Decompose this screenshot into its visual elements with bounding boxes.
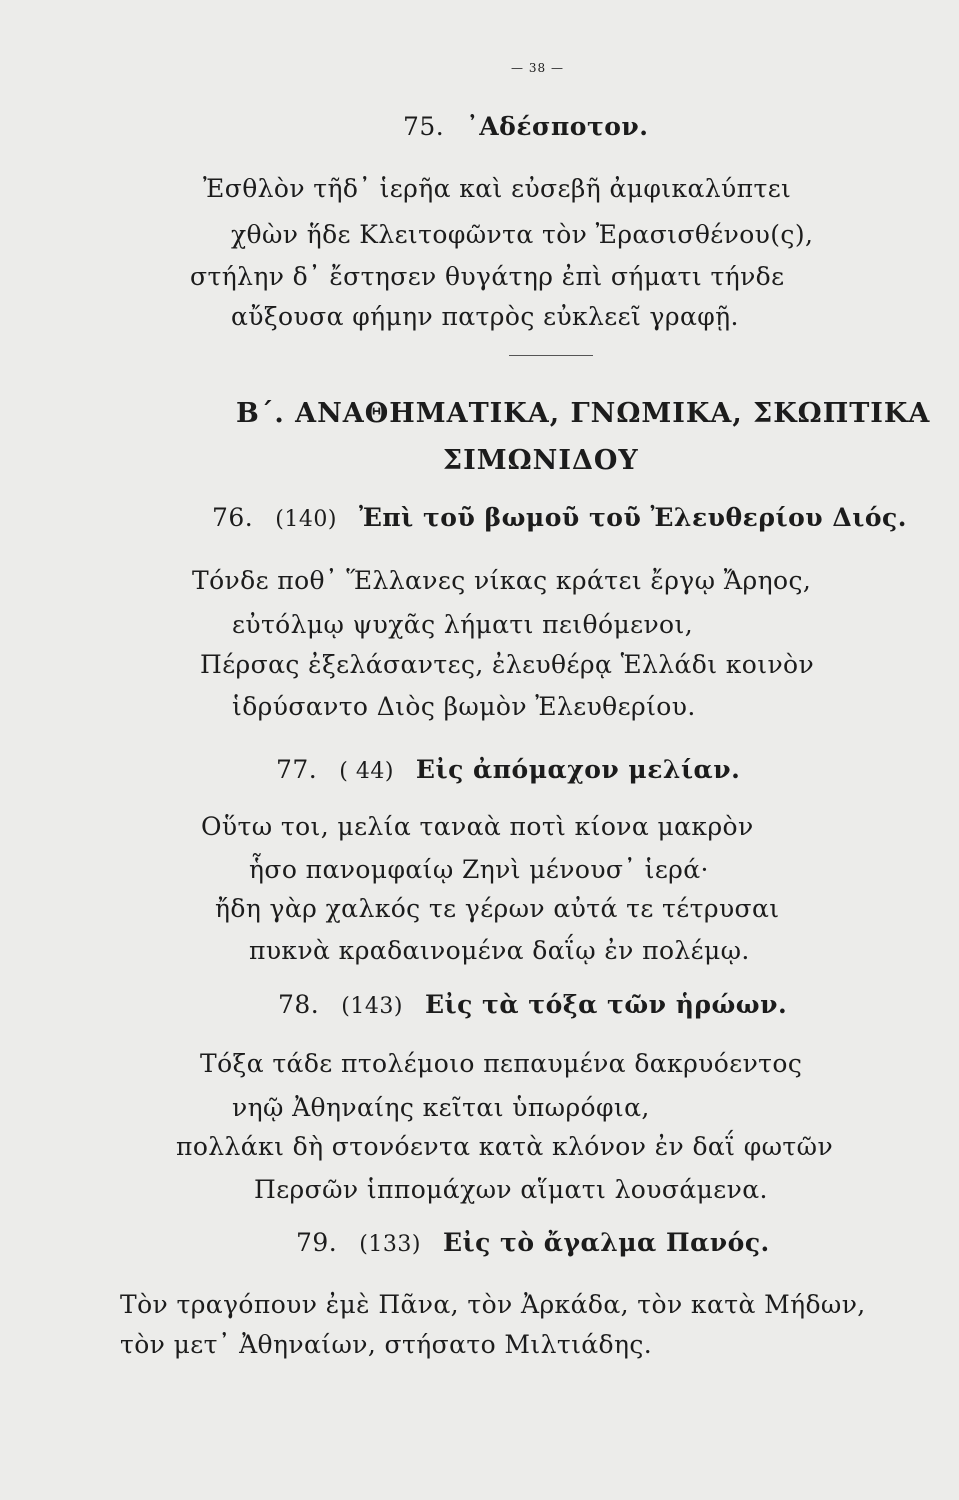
verse-line: στήλην δ᾿ ἔστησεν θυγάτηρ ἐπὶ σήματι τήνδε xyxy=(190,262,785,291)
poem-reference: (143) xyxy=(341,994,403,1019)
poem-reference: (133) xyxy=(359,1232,421,1257)
section-divider xyxy=(509,355,593,356)
verse-line: ἧσο πανομφαίῳ Ζηνὶ μένουσ᾿ ἱερά· xyxy=(249,855,709,884)
poem-title: Εἰς τὰ τόξα τῶν ἡρώων. xyxy=(424,990,788,1019)
poem-78-heading xyxy=(278,992,787,1018)
verse-line: ἱδρύσαντο Διὸς βωμὸν Ἐλευθερίου. xyxy=(232,692,696,721)
poem-76-heading xyxy=(212,505,907,531)
verse-line: Πέρσας ἐξελάσαντες, ἐλευθέρᾳ Ἑλλάδι κοινὸν xyxy=(200,650,815,679)
poem-number: 77. xyxy=(276,755,318,784)
verse-line: αὔξουσα φήμην πατρὸς εὐκλεεῖ γραφῇ. xyxy=(231,302,739,331)
poem-number: 79. xyxy=(296,1228,338,1257)
verse-line: Τόνδε ποθ᾿ Ἕλλανες νίκας κράτει ἔργῳ Ἄρηος, xyxy=(192,566,812,595)
poem-77-heading xyxy=(276,757,740,783)
poem-title: Ἐπὶ τοῦ βωμοῦ τοῦ Ἐλευθερίου Διός. xyxy=(358,503,907,532)
verse-line: ἤδη γὰρ χαλκός τε γέρων αὐτά τε τέτρυσαι xyxy=(215,894,780,923)
poem-79-heading xyxy=(296,1230,770,1256)
poem-title: Εἰς τὸ ἄγαλμα Πανός. xyxy=(442,1228,770,1257)
poem-title: Εἰς ἀπόμαχον μελίαν. xyxy=(415,755,741,784)
verse-line: τὸν μετ᾿ Ἀθηναίων, στήσατο Μιλτιάδης. xyxy=(120,1330,653,1359)
poem-title: ᾿Αδέσποτον. xyxy=(466,112,649,141)
verse-line: εὐτόλμῳ ψυχᾶς λήματι πειθόμενοι, xyxy=(232,610,694,639)
verse-line: Ἐσθλὸν τῆδ᾿ ἱερῆα καὶ εὐσεβῆ ἀμφικαλύπτει xyxy=(203,174,792,203)
page-number: — 38 — xyxy=(511,61,564,75)
verse-line: Τόξα τάδε πτολέμοιο πεπαυμένα δακρυόεντος xyxy=(200,1049,803,1078)
verse-line: Οὕτω τοι, μελία ταναὰ ποτὶ κίονα μακρὸν xyxy=(201,812,754,841)
section-subheading: ΣΙΜΩΝΙΔΟΥ xyxy=(443,445,639,476)
poem-reference: (140) xyxy=(275,507,337,532)
poem-number: 75. xyxy=(403,112,445,141)
verse-line: νηῷ Ἀθηναίης κεῖται ὑπωρόφια, xyxy=(232,1093,650,1122)
section-heading: Β΄. ΑΝΑΘΗΜΑΤΙΚΑ, ΓΝΩΜΙΚΑ, ΣΚΩΠΤΙΚΑ xyxy=(236,398,931,429)
poem-number: 78. xyxy=(278,990,320,1019)
poem-reference: ( 44) xyxy=(339,759,394,784)
verse-line: πολλάκι δὴ στονόεντα κατὰ κλόνον ἐν δαΐ φωτῶν xyxy=(176,1132,834,1161)
poem-75-heading xyxy=(403,114,649,139)
verse-line: χθὼν ἥδε Κλειτοφῶντα τὸν Ἐρασισθένου(ς), xyxy=(231,220,814,249)
verse-line: πυκνὰ κραδαινομένα δαΐῳ ἐν πολέμῳ. xyxy=(249,936,750,965)
verse-line: Περσῶν ἱππομάχων αἵματι λουσάμενα. xyxy=(254,1175,768,1204)
verse-line: Τὸν τραγόπουν ἐμὲ Πᾶνα, τὸν Ἀρκάδα, τὸν κατὰ Μήδων, xyxy=(120,1290,866,1319)
poem-number: 76. xyxy=(212,503,254,532)
